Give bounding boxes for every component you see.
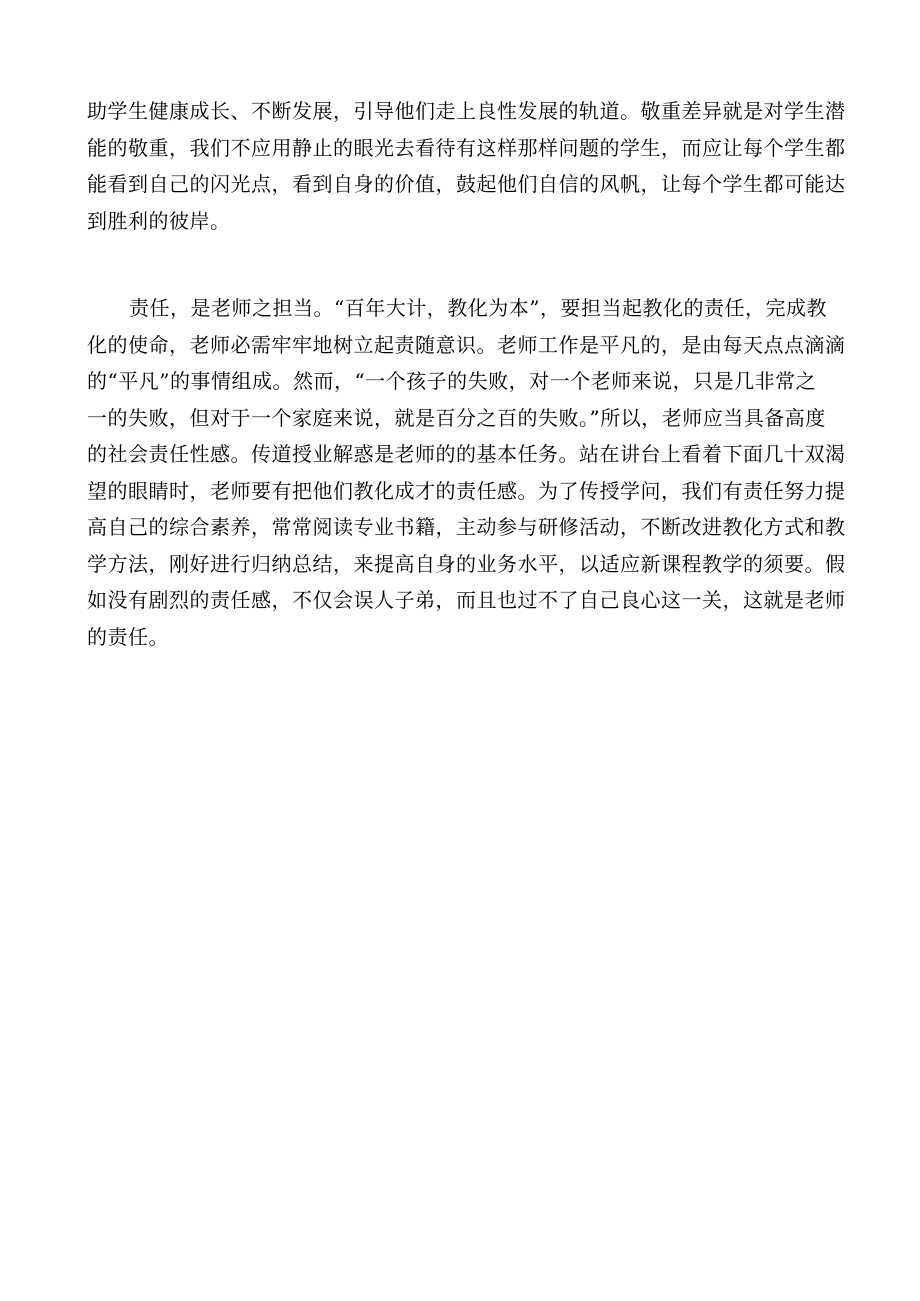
text-line: 能看到自己的闪光点，看到自身的价值，鼓起他们自信的风帆，让每个学生都可能达 bbox=[87, 172, 846, 196]
text-line: 望的眼睛时，老师要有把他们教化成才的责任感。为了传授学问，我们有责任努力提 bbox=[87, 478, 846, 503]
text-line: 高自己的综合素养，常常阅读专业书籍，主动参与研修活动，不断改进教化方式和教 bbox=[87, 515, 846, 539]
text-line: 化的使命，老师必需牢牢地树立起责随意识。老师工作是平凡的，是由每天点点滴滴 bbox=[87, 332, 846, 357]
text-line: 能的敬重，我们不应用静止的眼光去看待有这样那样问题的学生，而应让每个学生都 bbox=[87, 135, 846, 160]
text-line: 的责任。 bbox=[87, 624, 169, 649]
text-line: 如没有剧烈的责任感，不仅会误人子弟，而且也过不了自己良心这一关，这就是老师 bbox=[87, 588, 846, 612]
text-line: 到胜利的彼岸。 bbox=[87, 208, 231, 233]
text-line: 责任，是老师之担当。“百年大计，教化为本”，要担当起教化的责任，完成教 bbox=[129, 296, 827, 320]
text-line: 学方法，刚好进行归纳总结，来提高自身的业务水平，以适应新课程教学的须要。假 bbox=[87, 551, 846, 576]
text-line: 助学生健康成长、不断发展，引导他们走上良性发展的轨道。敬重差异就是对学生潜 bbox=[87, 99, 846, 123]
paragraph-respect-differences bbox=[87, 93, 846, 239]
text-line: 的“平凡”的事情组成。然而，“一个孩子的失败，对一个老师来说，只是几非常之 bbox=[87, 369, 817, 393]
text-line: 一的失败，但对于一个家庭来说，就是百分之百的失败。”所以，老师应当具备高度 bbox=[87, 405, 826, 430]
text-line: 的社会责任性感。传道授业解惑是老师的的基本任务。站在讲台上看着下面几十双渴 bbox=[87, 442, 846, 466]
paragraph-responsibility bbox=[87, 290, 846, 655]
